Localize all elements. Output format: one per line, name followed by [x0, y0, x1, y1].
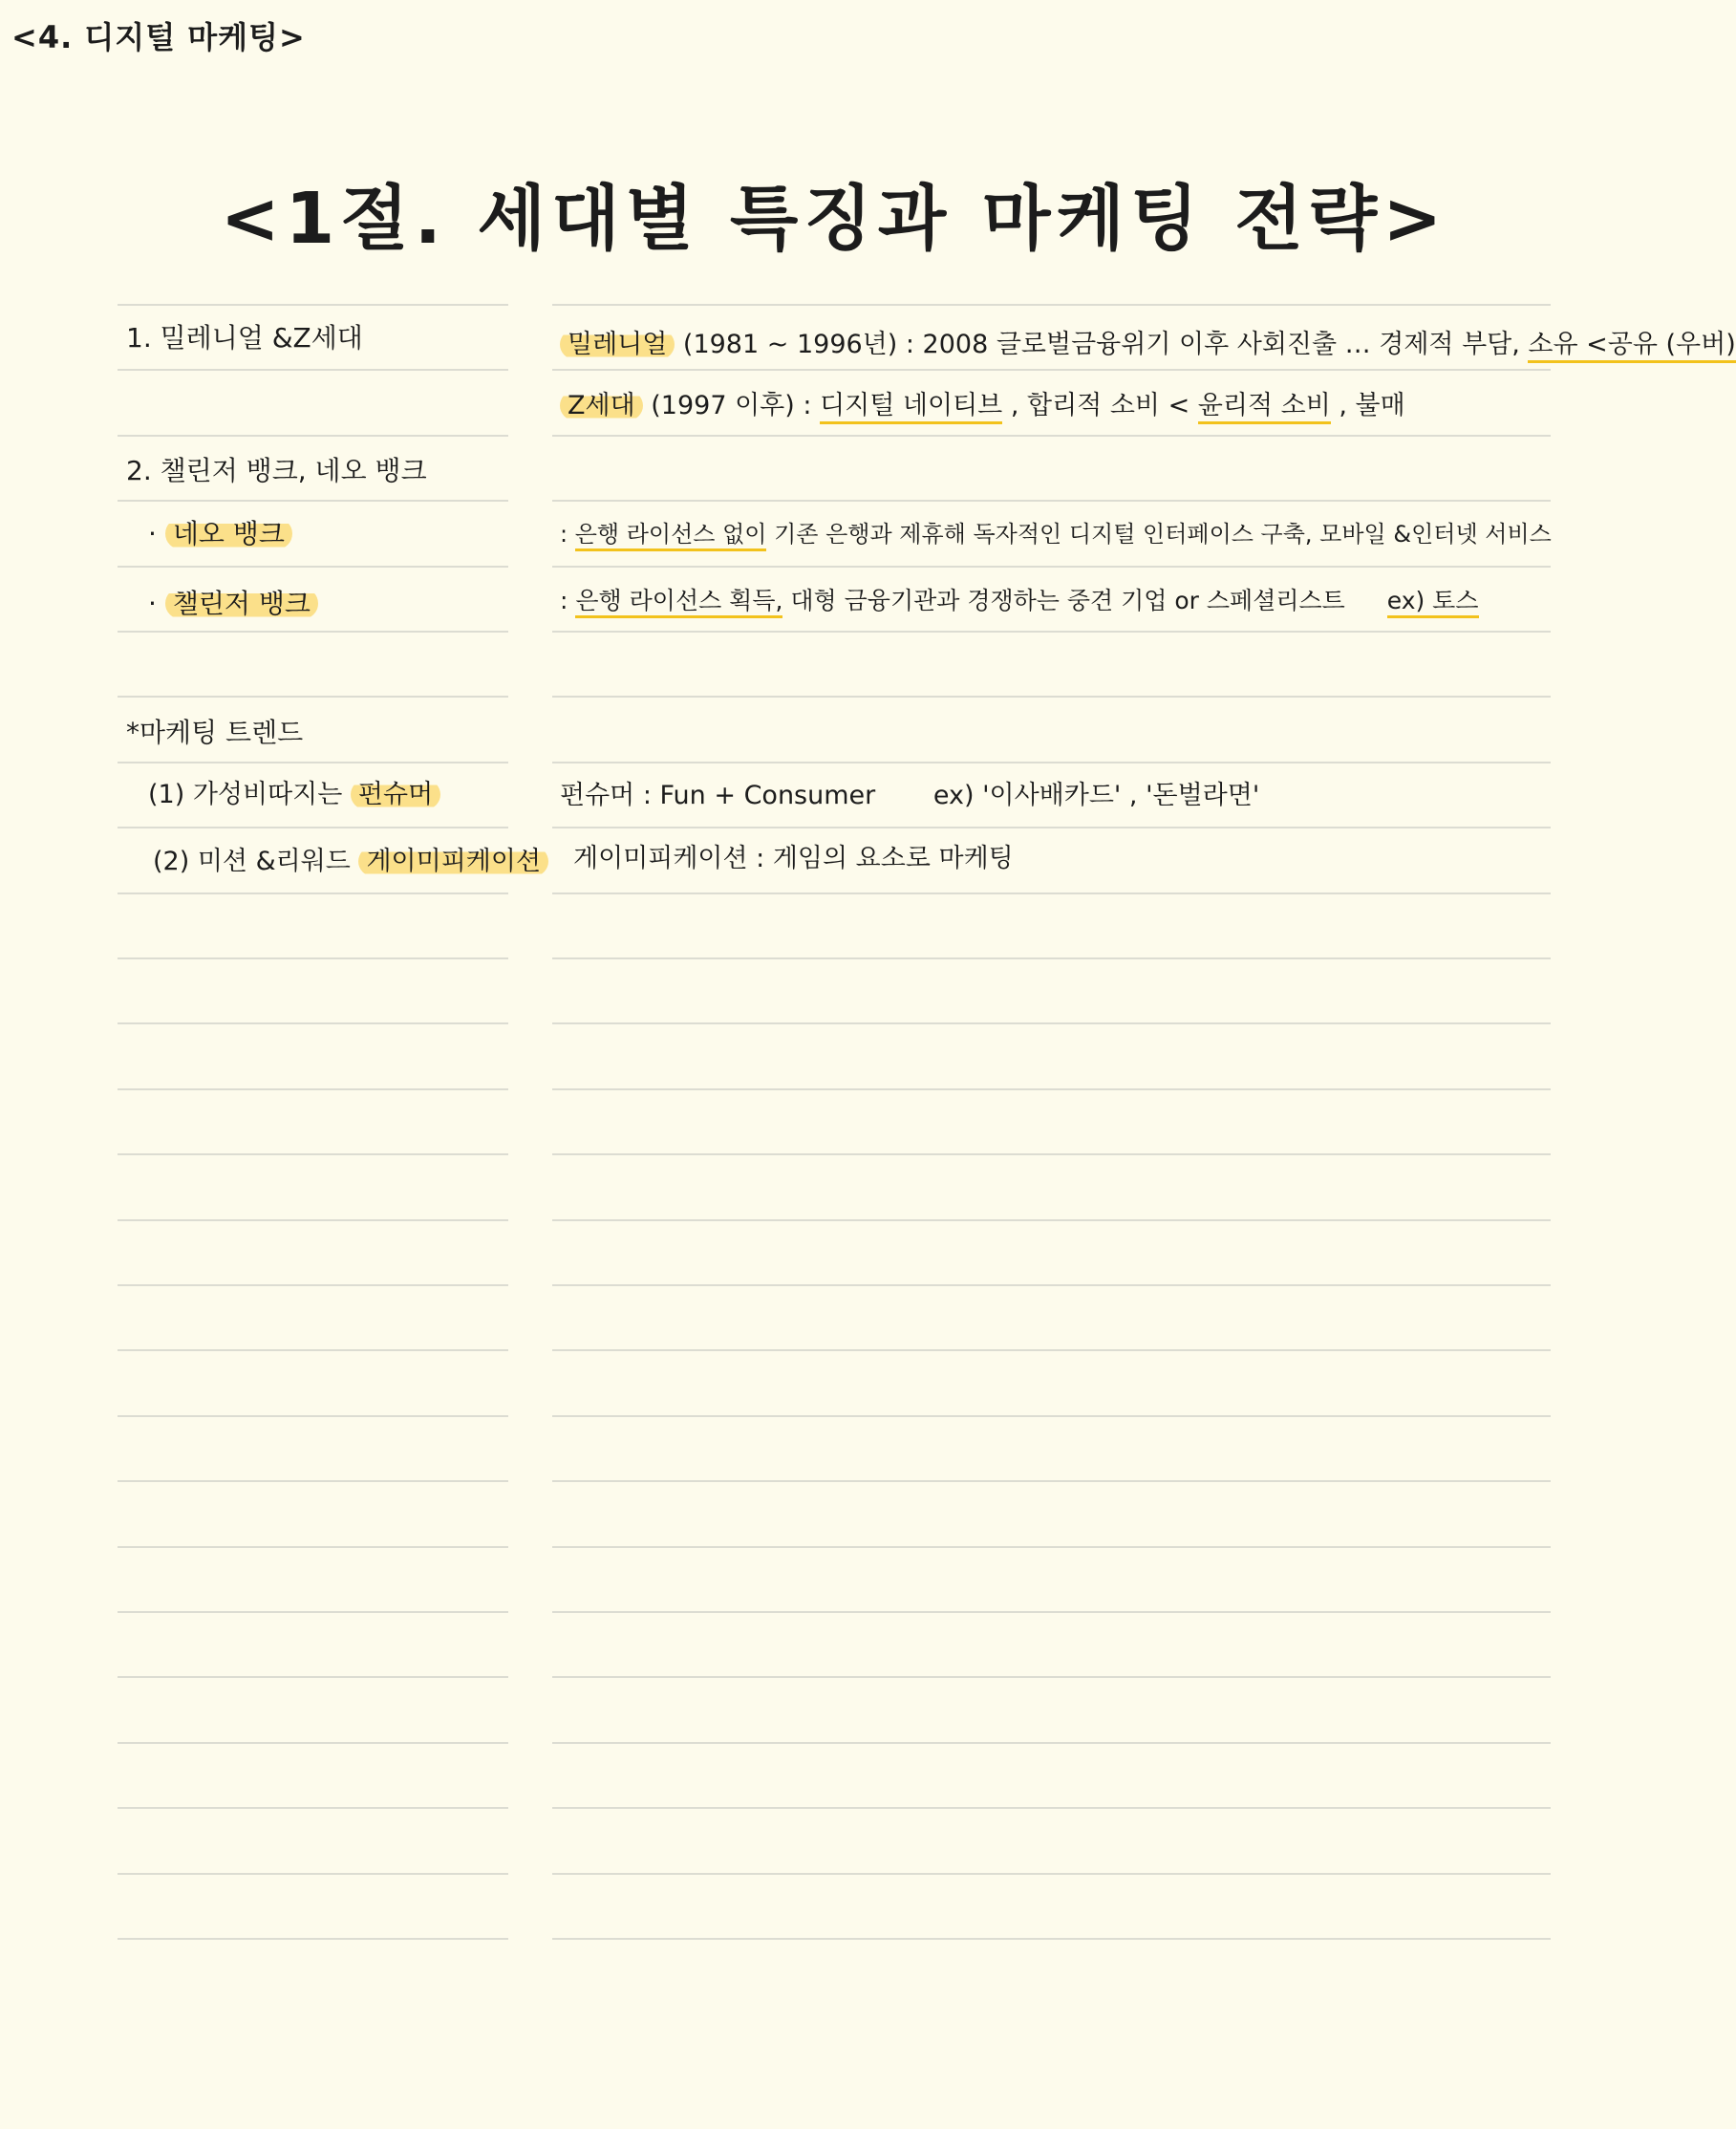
ruled-line	[118, 696, 508, 698]
page-title: <1절. 세대별 특징과 마케팅 전략>	[220, 178, 1448, 260]
ruled-line	[552, 304, 1551, 306]
challenger-prefix: :	[560, 587, 568, 614]
ruled-line	[552, 762, 1551, 763]
funsumer-example: ex) '이사배카드' , '돈벌라면'	[932, 781, 1260, 810]
ruled-line	[118, 631, 508, 633]
ruled-line	[118, 1611, 508, 1613]
ruled-line	[118, 1742, 508, 1744]
ruled-line	[552, 1676, 1551, 1678]
ruled-line	[552, 1611, 1551, 1613]
section-challenger-neo-bank: 2. 챌린저 뱅크, 네오 뱅크	[126, 455, 427, 486]
challenger-bank-item	[148, 587, 318, 621]
millennial-description	[560, 328, 1736, 362]
challenger-underline1: 은행 라이선스 획득,	[575, 587, 782, 618]
ruled-line	[552, 1742, 1551, 1744]
ruled-line	[552, 827, 1551, 828]
ruled-line	[118, 566, 508, 568]
ruled-line	[118, 369, 508, 371]
ruled-line	[552, 1938, 1551, 1940]
genz-text3: , 불매	[1339, 391, 1405, 420]
trend-funsumer	[148, 778, 440, 812]
funsumer-definition: 펀슈머 : Fun + Consumer	[560, 781, 876, 810]
page-header: <4. 디지털 마케팅>	[11, 19, 306, 55]
ruled-line	[118, 1873, 508, 1875]
gamification-label: 게이미피케이션	[358, 847, 548, 876]
ruled-line	[118, 827, 508, 828]
ruled-line	[118, 304, 508, 306]
ruled-line	[552, 1022, 1551, 1024]
millennial-text: (1981 ~ 1996년) : 2008 글로벌금융위기 이후 사회진출 … 경제적 부담,	[682, 330, 1520, 359]
ruled-line	[118, 500, 508, 502]
challenger-bank-description	[560, 584, 1479, 618]
ruled-line	[552, 435, 1551, 437]
ruled-line	[118, 957, 508, 959]
neo-bank-label: 네오 뱅크	[165, 518, 292, 549]
ruled-line	[552, 696, 1551, 698]
genz-text2: , 합리적 소비 <	[1010, 391, 1190, 420]
ruled-line	[118, 1480, 508, 1482]
ruled-line	[118, 1546, 508, 1548]
millennial-underline: 소유 <공유 (우버)	[1528, 330, 1735, 363]
neo-text: 기존 은행과 제휴해 독자적인 디지털 인터페이스 구축, 모바일 &인터넷 서비스	[774, 521, 1552, 548]
ruled-line	[118, 1153, 508, 1155]
funsumer-label: 펀슈머	[351, 780, 440, 809]
challenger-bank-label: 챌린저 뱅크	[165, 588, 318, 619]
millennial-highlight: 밀레니얼	[560, 330, 675, 359]
ruled-line	[118, 892, 508, 894]
ruled-line	[552, 957, 1551, 959]
ruled-line	[118, 435, 508, 437]
ruled-line	[552, 566, 1551, 568]
genz-description	[560, 389, 1405, 423]
genz-text1: (1997 이후) :	[651, 391, 812, 420]
ruled-line	[552, 1480, 1551, 1482]
ruled-line	[118, 762, 508, 763]
ruled-line	[118, 1415, 508, 1417]
challenger-underline2: ex) 토스	[1387, 587, 1479, 618]
bullet: ·	[148, 588, 157, 619]
ruled-line	[118, 1349, 508, 1351]
ruled-line	[552, 1415, 1551, 1417]
ruled-line	[552, 1873, 1551, 1875]
ruled-line	[118, 1807, 508, 1809]
ruled-line	[118, 1676, 508, 1678]
ruled-line	[118, 1022, 508, 1024]
ruled-line	[552, 1546, 1551, 1548]
ruled-line	[552, 892, 1551, 894]
neo-underline: 은행 라이선스 없이	[575, 521, 767, 551]
funsumer-description	[560, 779, 1259, 813]
neo-bank-item	[148, 517, 292, 551]
ruled-line	[552, 1284, 1551, 1286]
trend-gamification-prefix: (2) 미션 &리워드	[153, 847, 351, 876]
genz-highlight: Z세대	[560, 391, 643, 420]
ruled-line	[552, 1807, 1551, 1809]
trend-gamification	[153, 845, 548, 879]
section-millennial-genz: 1. 밀레니얼 &Z세대	[126, 322, 363, 354]
ruled-line	[552, 500, 1551, 502]
neo-bank-description	[560, 517, 1552, 551]
neo-prefix: :	[560, 521, 568, 548]
marketing-trend-heading: *마케팅 트렌드	[126, 717, 304, 748]
genz-underline2: 윤리적 소비	[1198, 391, 1331, 424]
genz-underline1: 디지털 네이티브	[820, 391, 1002, 424]
gamification-description: 게이미피케이션 : 게임의 요소로 마케팅	[573, 844, 1014, 873]
ruled-line	[118, 1088, 508, 1090]
ruled-line	[552, 1088, 1551, 1090]
ruled-line	[552, 631, 1551, 633]
ruled-line	[552, 1349, 1551, 1351]
ruled-line	[118, 1284, 508, 1286]
ruled-line	[552, 1153, 1551, 1155]
trend-funsumer-prefix: (1) 가성비따지는	[148, 780, 343, 809]
ruled-line	[118, 1938, 508, 1940]
bullet: ·	[148, 518, 157, 549]
ruled-line	[118, 1219, 508, 1221]
ruled-line	[552, 369, 1551, 371]
ruled-line	[552, 1219, 1551, 1221]
challenger-text: 대형 금융기관과 경쟁하는 중견 기업 or 스페셜리스트	[790, 587, 1345, 614]
